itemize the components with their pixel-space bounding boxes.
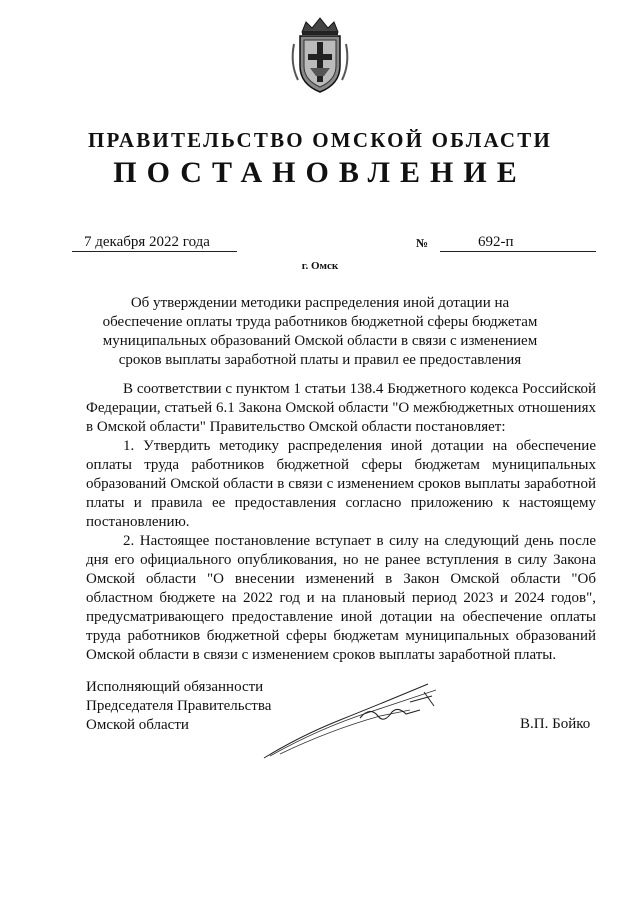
number-sign: № — [416, 236, 429, 250]
clause-2-paragraph: 2. Настоящее постановление вступает в силу на следующий день после дня его официального опубликования, но не ранее вступления в силу Закона Омской области "О внесении изменений в Закон Омской области "Об областном бюджете на 2022 год и на плановый период 2023 и 2024 годов", предусматривающего предоставление иной дотации на обеспечение оплаты труда работников бюджетной сферы бюджетам муниципальных образований Омской области в связи с изменением сроков выплаты заработной платы. — [86, 533, 596, 663]
document-number: 692-п — [440, 234, 596, 252]
document-body — [86, 380, 596, 665]
signatory-position — [86, 678, 271, 735]
document-title: Об утверждении методики распределения иной дотации на обеспечение оплаты труда работников бюджетной сферы бюджетам муниципальных образований Омской области в связи с изменением сроков выплаты заработной платы и правил ее предоставления — [102, 295, 538, 368]
handwritten-signature-icon — [260, 676, 460, 762]
document-type-heading: ПОСТАНОВЛЕНИЕ — [113, 156, 527, 189]
position-line: Исполняющий обязанности — [86, 679, 264, 695]
position-line: Председателя Правительства — [86, 698, 272, 714]
preamble-paragraph: В соответствии с пунктом 1 статьи 138.4 Бюджетного кодекса Российской Федерации, статьей 6.1 Закона Омской области "О межбюджетных отношениях в Омской области" Правительство Омской области постановляет: — [86, 381, 596, 435]
document-city: г. Омск — [301, 260, 339, 272]
document-date: 7 декабря 2022 года — [72, 234, 237, 252]
position-line: Омской области — [86, 717, 189, 733]
government-title: ПРАВИТЕЛЬСТВО ОМСКОЙ ОБЛАСТИ — [87, 128, 552, 152]
signatory-name: В.П. Бойко — [520, 716, 591, 732]
coat-of-arms-icon — [288, 14, 352, 96]
clause-1-paragraph: 1. Утвердить методику распределения иной дотации на обеспечение оплаты труда работников бюджетной сферы бюджетам муниципальных образований Омской области в связи с изменением сроков выплаты заработной платы и правила ее предоставления согласно приложению к настоящему постановлению. — [86, 438, 596, 530]
